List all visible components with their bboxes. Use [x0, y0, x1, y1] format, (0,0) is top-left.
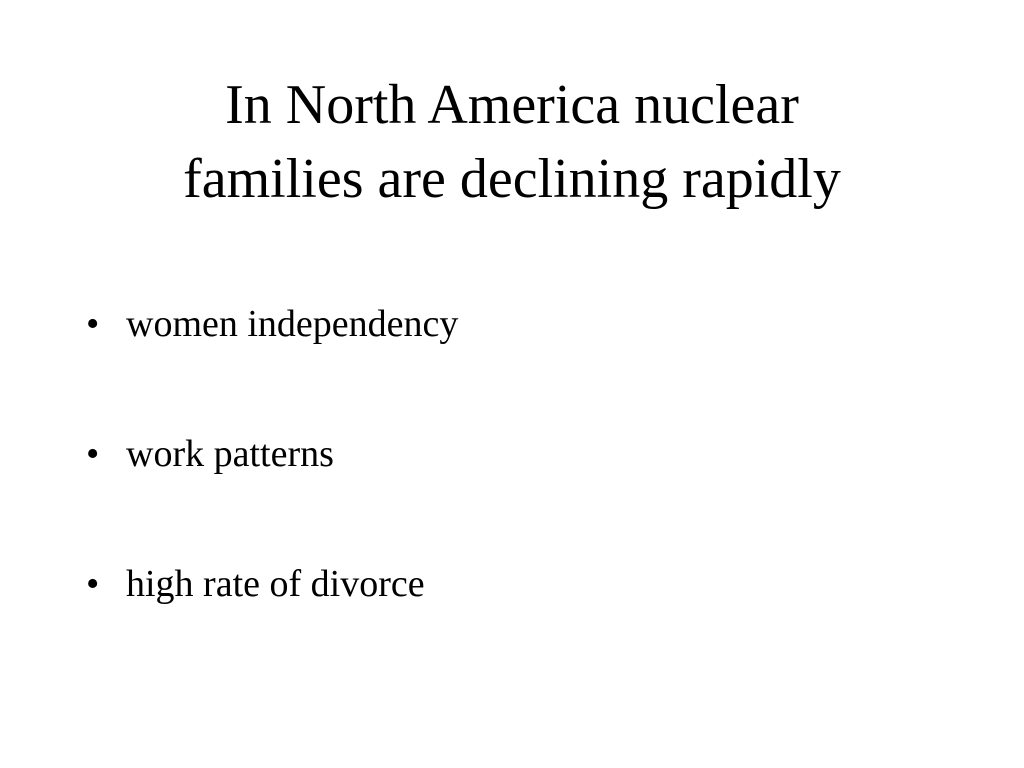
bullet-marker-icon: • [86, 433, 100, 475]
slide-title-line-2: families are declining rapidly [183, 148, 841, 210]
bullet-marker-icon: • [86, 563, 100, 605]
bullet-marker-icon: • [86, 303, 100, 345]
bullet-text: work patterns [126, 433, 334, 475]
bullet-text: women independency [126, 303, 459, 345]
slide-title-line-1: In North America nuclear [225, 74, 799, 136]
slide-title [0, 68, 1024, 216]
bullet-text: high rate of divorce [126, 563, 425, 605]
